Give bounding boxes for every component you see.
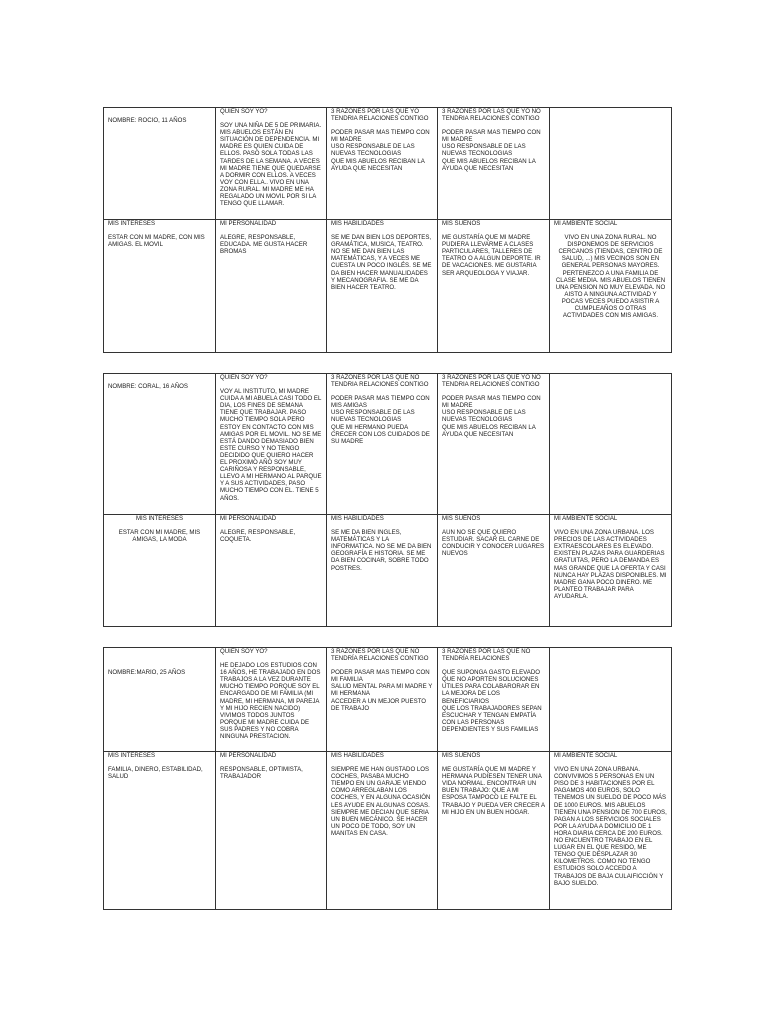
cell-heading: 3 RAZONES POR LAS QUE NO TENDRÍA RELACIONES CONTIGO (331, 648, 429, 663)
table-row (104, 752, 672, 910)
table-row (104, 648, 672, 752)
cell-text: ALEGRE, RESPONSABLE, COQUETA. (220, 529, 296, 544)
cell-text: HE DEJADO LOS ESTUDIOS CON 16 AÑOS, HE TRABAJADO EN DOS TRABAJOS A LA VEZ DURANTE MUCHO TIEMPO PORQUE SOY EL ENCARGADO DE MI FAMILIA (MI MADRE, MI HERMANA, MI PAREJA Y MI HIJO RECIEN NACIDO) VIVIMOS TODOS JUNTOS PORQUE MI MADRE CUIDA DE SUS PADRES Y NO COBRA NINGUNA PRESTACION. (220, 662, 321, 741)
cell-heading: 3 RAZONES POR LAS QUE NO TENDRIA RELACIONES CONTIGO (331, 374, 429, 389)
cell-heading: QUIEN SOY YO? (220, 648, 268, 655)
cell-heading: MI AMBIENTE SOCIAL (554, 752, 618, 759)
ambiente-cell (550, 220, 672, 353)
cell-heading: MIS INTERESES (135, 515, 184, 522)
cell-text: VIVO EN UNA ZONA RURAL. NO DISPONEMOS DE SERVICIOS CERCANOS (TIENDAS, CENTRO DE SALUD, ...) MIS VECINOS SON EN GENERAL PERSONAS MAYORES. PERTENEZCO A UNA FAMILIA DE CLASE MEDIA. MIS ABUELOS TIENEN UNA PENSION NO MUY ELEVADA. NO AISTO A NINGUNA ACTIVIDAD Y POCAS VECES PUEDO ASISTIR A CUMPLEAÑOS O OTRAS ACTIVIDADES CON MIS AMIGAS. (555, 234, 666, 320)
suenos-cell (438, 220, 550, 353)
cell-text: SIEMPRE ME HAN GUSTADO LOS COCHES, PASABA MUCHO TIEMPO EN UN GARAJE VIENDO COMO ARREGLABAN LOS COCHES, Y EN ALGUNA OCASIÓN LES AYUDE EN ALGUNAS COSAS. SIEMPRE ME DECIAN QUE SERIA UN BUEN MECÁNICO. SE HACER UN POCO DE TODO, SOY UN MANITAS EN CASA. (331, 766, 431, 837)
cell-text: PODER PASAR MAS TIEMPO CON MIS AMIGAS USO RESPONSABLE DE LAS NUEVAS TECNOLOGIAS QUE MI HERMANO PUEDA CRECER CON LOS CUIDADOS DE SU MADRE (331, 395, 430, 445)
cell-heading: MI AMBIENTE SOCIAL (554, 220, 618, 227)
razones-no-cell (438, 648, 550, 752)
cell-heading: 3 RAZONES POR LAS QUE NO TENDRÍA RELACIONES (442, 648, 531, 663)
profile-name: NOMBRE: CORAL, 16 AÑOS (108, 383, 188, 390)
suenos-cell (438, 515, 550, 627)
cell-heading: 3 RAZONES POR LAS QUE YO NO TENDRIA RELACIONES CONTIGO (442, 374, 541, 389)
razones-no-cell (438, 108, 550, 220)
empty-cell (550, 648, 672, 752)
cell-heading: 3 RAZONES POR LAS QUE YO TENDRIA RELACIONES CONTIGO (331, 108, 429, 123)
cell-text: PODER PASAR MAS TIEMPO CON MI MADRE USO RESPONSABLE DE LAS NUEVAS TECNOLOGIAS QUE MIS ABUELOS RECIBAN LA AYUDA QUE NECESITAN (442, 395, 541, 438)
cell-text: ESTAR CON MI MADRE, CON MIS AMIGAS. EL MOVIL (108, 234, 205, 249)
cell-text: ME GUSTARÍA QUE MI MADRE Y HERMANA PUDIESEN TENER UNA VIDA NORMAL. ENCONTRAR UN BUEN TRABAJO: QUE A MI ESPOSA TAMPOCO LE FALTE EL TRABAJO Y PUEDA VER CRECER A MI HIJO EN UN BUEN HOGAR. (442, 766, 545, 816)
cell-text: FAMILIA, DINERO, ESTABILIDAD, SALUD (108, 766, 203, 781)
table-row (104, 220, 672, 353)
cell-heading: MI PERSONALIDAD (220, 515, 277, 522)
empty-cell (550, 108, 672, 220)
name-cell (104, 108, 216, 220)
cell-text: PODER PASAR MAS TIEMPO CON MI MADRE USO RESPONSABLE DE LAS NUEVAS TECNOLOGIAS QUE MIS ABUELOS RECIBAN LA AYUDA QUE NECESITAN (331, 129, 430, 172)
table-row (104, 515, 672, 627)
profile-name: NOMBRE:MARIO, 25 AÑOS (108, 669, 186, 676)
profile-name: NOMBRE: ROCIO, 11 AÑOS (108, 117, 187, 124)
cell-heading: MIS HABILIDADES (331, 752, 384, 759)
quien-cell (216, 648, 327, 752)
quien-cell (216, 108, 327, 220)
quien-cell (216, 374, 327, 515)
intereses-cell (104, 752, 216, 910)
cell-text: VIVO EN UNA ZONA URBANA. LOS PRECIOS DE LAS ACTIVIDADES EXTRAESCOLARES ES ELEVADO. EXISTEN PLAZAS PARA GUARDERIAS GRATUITAS, PERO LA DEMANDA ES MAS GRANDE QUE LA OFERTA Y CASI NUNCA HAY PLAZAS DISPONIBLES. MI MADRE GANA POCO DINERO. ME PLANTEO TRABAJAR PARA AYUDARLA. (554, 529, 667, 600)
cell-heading: MI AMBIENTE SOCIAL (554, 515, 618, 522)
cell-text: PODER PASAR MAS TIEMPO CON MI MADRE USO RESPONSABLE DE LAS NUEVAS TECNOLOGIAS QUE MIS ABUELOS RECIBAN LA AYUDA QUE NECESITAN (442, 129, 541, 172)
name-cell (104, 648, 216, 752)
cell-heading: MIS SUEÑOS (442, 220, 481, 227)
habilidades-cell (327, 752, 438, 910)
intereses-cell (104, 220, 216, 353)
profile-table-coral (103, 373, 672, 627)
cell-text: SE ME DAN BIEN LOS DEPORTES, GRAMÁTICA, MUSICA, TEATRO. NO SE ME DAN BIEN LAS MATEMÁTICAS, Y A VECES ME CUESTA UN POCO INGLÉS. SE ME DA BIEN HACER MANUALIDADES Y MECANOGRAFIA. SE ME DA BIEN HACER TEATRO. (331, 234, 432, 291)
cell-text: ESTAR CON MI MADRE, MIS AMIGAS, LA MODA (118, 529, 201, 544)
razones-si-cell (327, 648, 438, 752)
personalidad-cell (216, 515, 327, 627)
cell-text: SOY UNA NIÑA DE 5 DE PRIMARIA. MIS ABUELOS ESTÁN EN SITUACIÓN DE DEPENDENCIA. MI MADRE ES QUIEN CUIDA DE ELLOS. PASO SOLA TODAS LAS TARDES DE LA SEMANA. A VECES MI MADRE TIENE QUE QUEDARSE A DORMIR CON ELLOS. A VECES VOY CON ELLA.. VIVO EN UNA ZONA RURAL. MI MADRE ME HA REGALADO UN MOVIL POR SI LA TENGO QUE LLAMAR. (220, 122, 322, 208)
cell-text: VOY AL INSTITUTO, MI MADRE CUIDA A MI ABUELA CASI TODO EL DIA, LOS FINES DE SEMANA TIENE QUE TRABAJAR. PASO MUCHO TIEMPO SOLA PERO ESTOY EN CONTACTO CON MIS AMIGAS POR EL MOVIL. NO SE ME ESTÁ DANDO DEMASIADO BIEN ESTE CURSO Y NO TENGO DECIDIDO QUE QUIERO HACER EL PROXIMO AÑO SOY MUY CARIÑOSA Y RESPONSABLE, LLEVO A MI HERMANO AL PARQUE Y A SUS ACTIVIDADES, PASO MUCHO TIEMPO CON EL. TIENE 5 AÑOS. (220, 388, 322, 502)
ambiente-cell (550, 752, 672, 910)
razones-si-cell (327, 108, 438, 220)
razones-no-cell (438, 374, 550, 515)
cell-heading: MIS HABILIDADES (331, 515, 384, 522)
cell-heading: MIS HABILIDADES (331, 220, 384, 227)
cell-text: PODER PASAR MAS TIEMPO CON MI FAMILIA SALUD MENTAL PARA MI MADRE Y MI HERMANA ACCEDER A UN MEJOR PUESTO DE TRABAJO (331, 669, 433, 712)
cell-text: QUE SUPONGA GASTO ELEVADO QUE NO APORTEN SOLUCIONES UTILES PARA COLABARORAR EN LA MEJORA DE LOS BENEFICIARIOS QUE LOS TRABAJADORES SEPAN ESCUCHAR Y TENGAN EMPATÍA CON LAS PERSONAS DEPENDIENTES Y SUS FAMILIAS (442, 669, 542, 733)
profile-table-mario (103, 647, 672, 910)
cell-text: RESPONSABLE, OPTIMISTA, TRABAJADOR (220, 766, 303, 781)
cell-heading: MIS INTERESES (108, 220, 156, 227)
cell-heading: MIS INTERESES (108, 752, 156, 759)
razones-si-cell (327, 374, 438, 515)
ambiente-cell (550, 515, 672, 627)
intereses-cell (104, 515, 216, 627)
cell-text: AUN NO SE QUE QUIERO ESTUDIAR. SACAR EL CARNE DE CONDUCIR Y CONOCER LUGARES NUEVOS (442, 529, 545, 558)
habilidades-cell (327, 220, 438, 353)
cell-heading: QUIEN SOY YO? (220, 108, 268, 115)
suenos-cell (438, 752, 550, 910)
cell-text: ME GUSTARÍA QUE MI MADRE PUDIERA LLEVARME A CLASES PARTICULARES, TALLERES DE TEATRO O A ALGUN DEPORTE. IR DE VACACIONES. ME GUSTARIA SER ARQUEOLOGA Y VIAJAR. (442, 234, 541, 277)
cell-heading: MIS SUEÑOS (442, 515, 481, 522)
empty-cell (550, 374, 672, 515)
cell-text: ALEGRE, RESPONSABLE, EDUCADA. ME GUSTA HACER BROMAS (220, 234, 308, 256)
personalidad-cell (216, 752, 327, 910)
habilidades-cell (327, 515, 438, 627)
cell-heading: 3 RAZONES POR LAS QUE YO NO TENDRIA RELACIONES CONTIGO (442, 108, 541, 123)
table-row (104, 374, 672, 515)
table-row (104, 108, 672, 220)
cell-heading: MI PERSONALIDAD (220, 752, 277, 759)
name-cell (104, 374, 216, 515)
cell-heading: QUIEN SOY YO? (220, 374, 268, 381)
cell-text: SE ME DA BIEN INGLES, MATEMÁTICAS Y LA INFORMATICA. NO SE ME DA BIEN GEOGRAFÍA E HISTORIA. SE ME DA BIEN COCINAR, SOBRE TODO POSTRES. (331, 529, 432, 572)
cell-heading: MI PERSONALIDAD (220, 220, 277, 227)
profile-table-rocio (103, 107, 672, 353)
personalidad-cell (216, 220, 327, 353)
cell-heading: MIS SUEÑOS (442, 752, 481, 759)
cell-text: VIVO EN UNA ZONA URBANA. CONVIVIMOS 5 PERSONAS EN UN PISO DE 3 HABITACIONES POR EL PAGAMOS 400 EUROS, SOLO TENEMOS UN SUELDO DE POCO MÁS DE 1000 EUROS. MIS ABUELOS TIENEN UNA PENSION DE 700 EUROS, PAGAN A LOS SERVICIOS SOCIALES POR LA AYUDA A DOMICILIO DE 1 HORA DIARIA CERCA DE 200 EUROS. NO ENCUENTRO TRABAJO EN EL LUGAR EN EL QUE RESIDO, ME TENGO QUE DESPLAZAR 30 KILOMETROS. COMO NO TENGO ESTUDIOS SOLO ACCEDO A TRABAJOS DE BAJA CULAIFICCIÓN Y BAJO SUELDO. (554, 766, 667, 887)
